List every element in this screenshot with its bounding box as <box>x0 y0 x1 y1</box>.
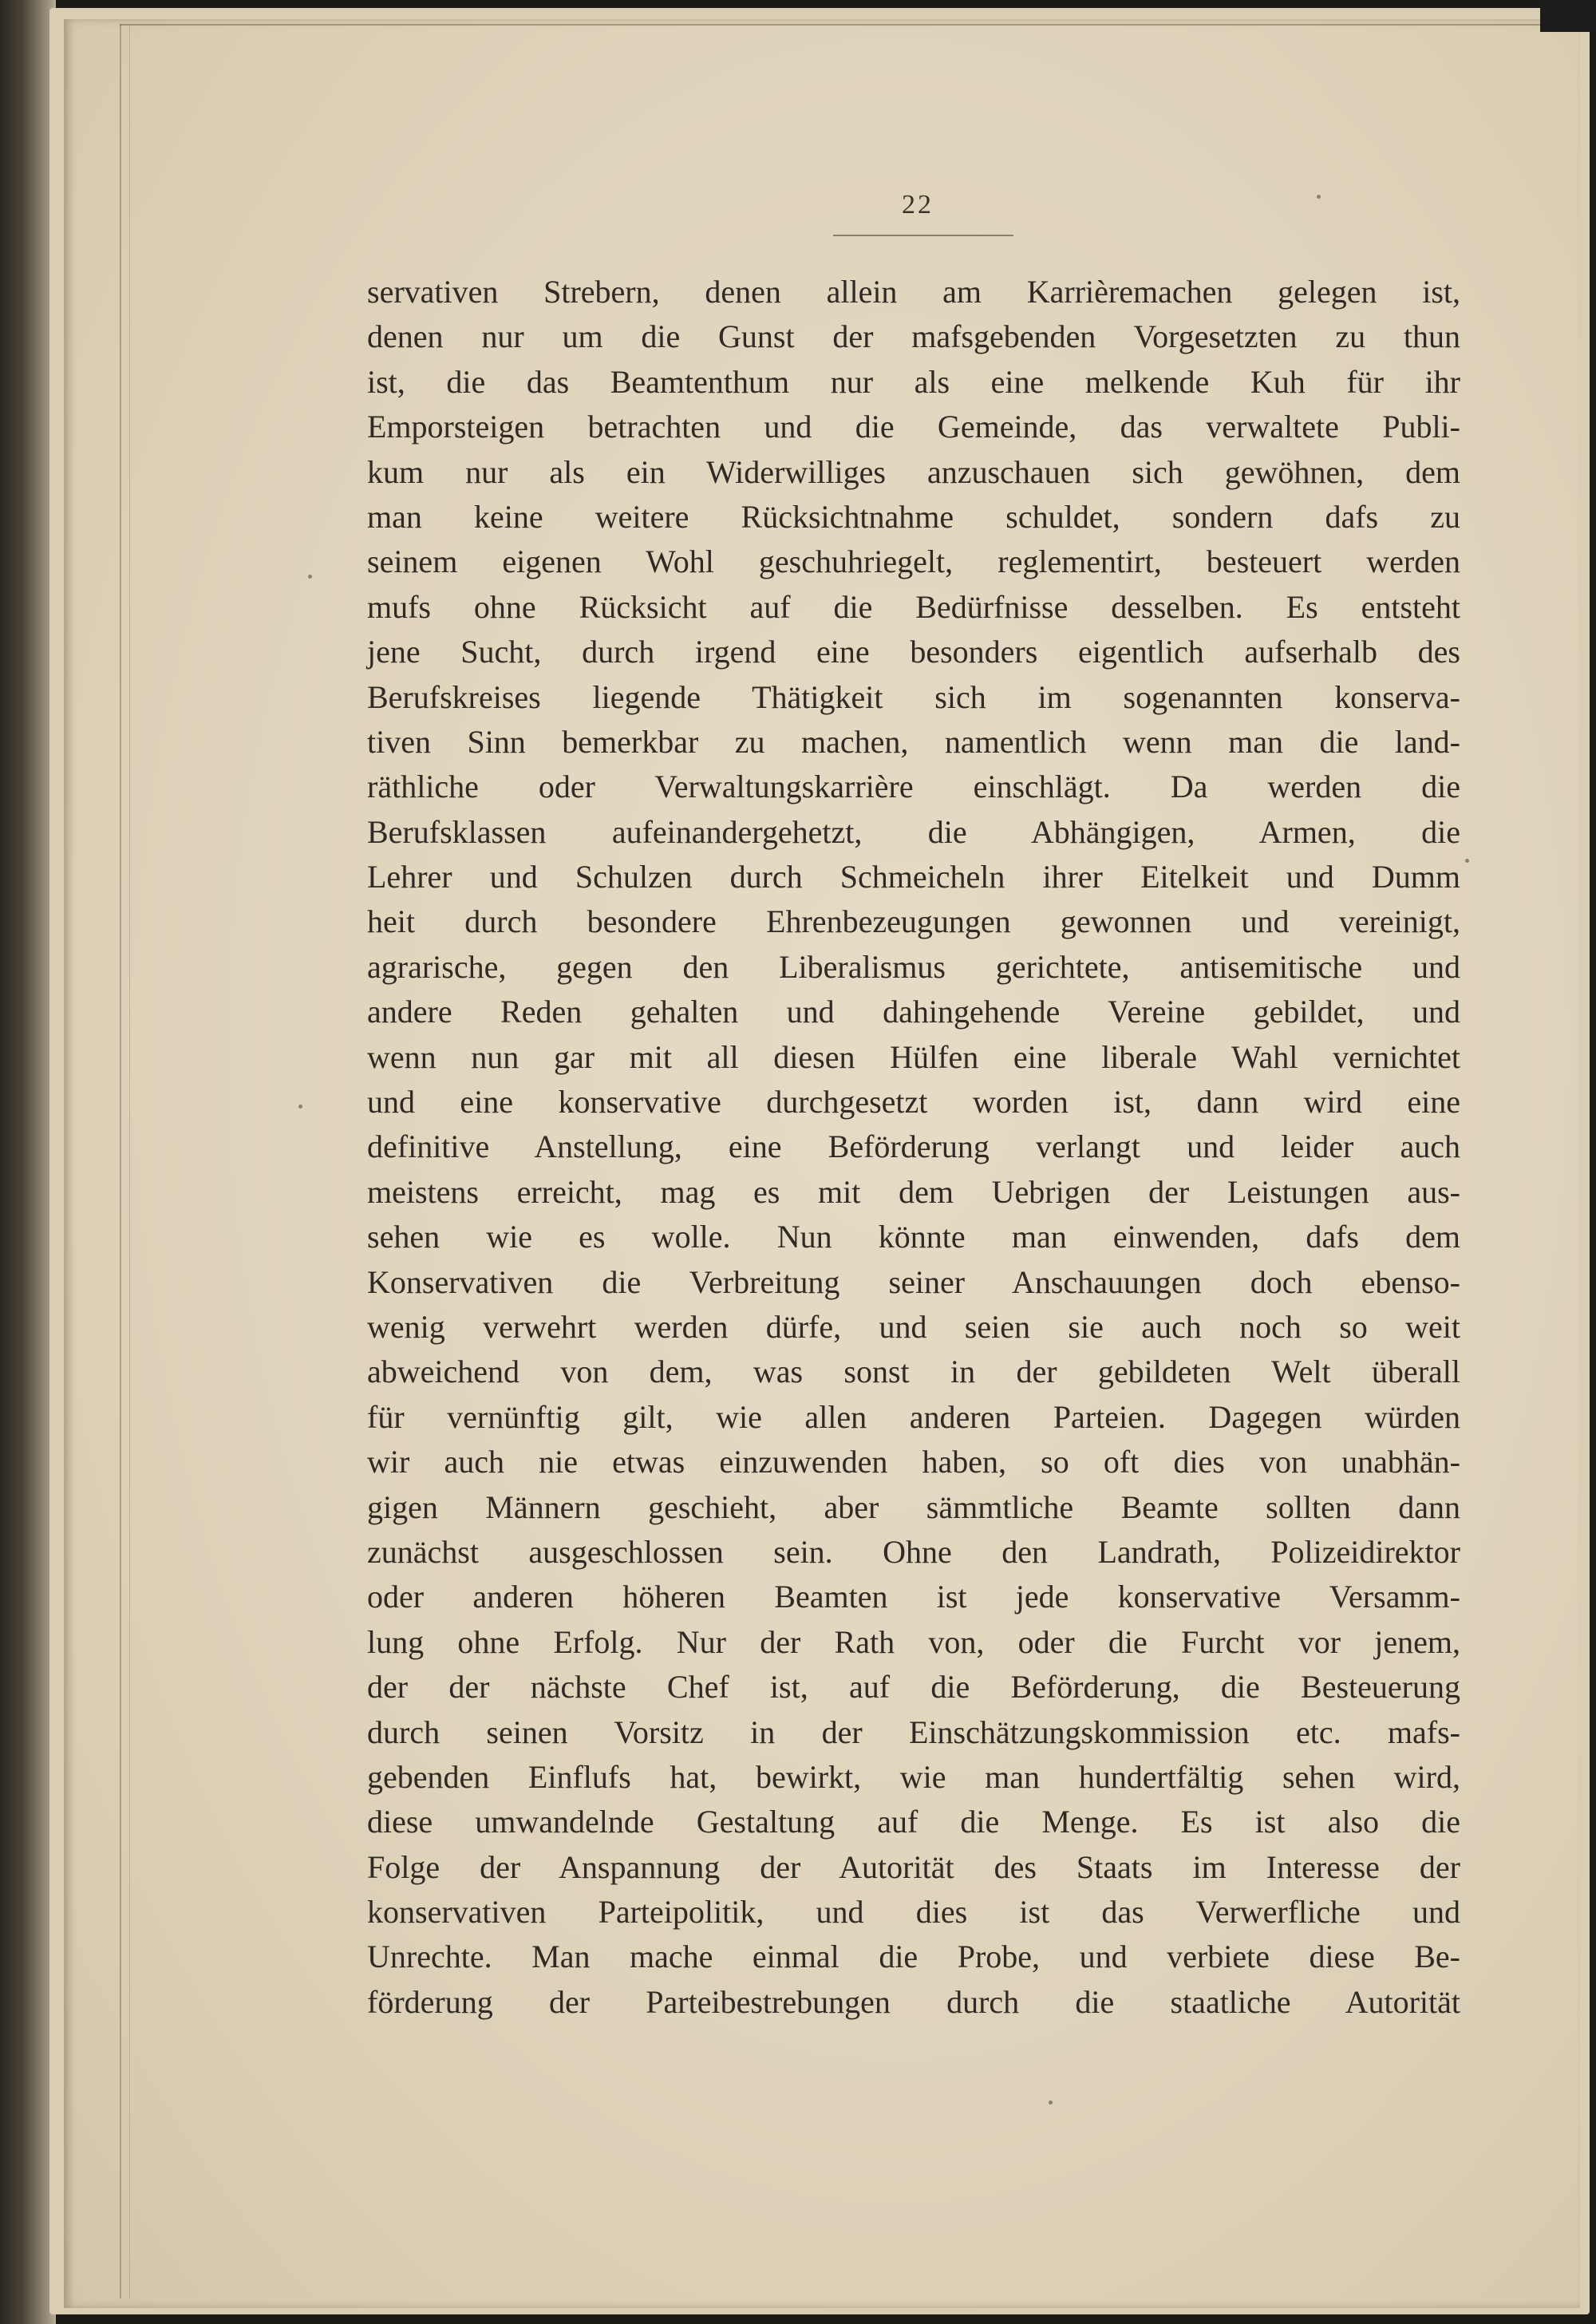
text-line: servativen Strebern, denen allein am Karrièremachen gelegen ist, <box>367 274 1460 310</box>
text-line: Berufsklassen aufeinandergehetzt, die Abhängigen, Armen, die <box>367 813 1460 850</box>
paper-speck <box>1465 859 1469 863</box>
text-line: förderung der Parteibestrebungen durch die staatliche Autorität <box>367 1983 1460 2020</box>
body-text <box>367 270 1460 2025</box>
text-line: ist, die das Beamtenthum nur als eine melkende Kuh für ihr <box>367 363 1460 400</box>
text-line: definitive Anstellung, eine Beförderung verlangt und leider auch <box>367 1128 1460 1165</box>
text-line: meistens erreicht, mag es mit dem Uebrigen der Leistungen aus- <box>367 1173 1460 1210</box>
text-line: Lehrer und Schulzen durch Schmeicheln ihrer Eitelkeit und Dumm <box>367 859 1460 895</box>
text-line: Folge der Anspannung der Autorität des Staats im Interesse der <box>367 1848 1460 1885</box>
text-line: wenn nun gar mit all diesen Hülfen eine liberale Wahl vernichtet <box>367 1038 1460 1075</box>
text-line: Emporsteigen betrachten und die Gemeinde, das verwaltete Publi- <box>367 409 1460 445</box>
text-line: jene Sucht, durch irgend eine besonders eigentlich aufserhalb des <box>367 634 1460 670</box>
text-line: man keine weitere Rücksichtnahme schuldet, sondern dafs zu <box>367 498 1460 535</box>
paper-speck <box>1049 2101 1053 2105</box>
text-line: Berufskreises liegende Thätigkeit sich im sogenannten konserva- <box>367 678 1460 715</box>
text-line: tiven Sinn bemerkbar zu machen, namentlich wenn man die land- <box>367 723 1460 760</box>
text-line: Unrechte. Man mache einmal die Probe, und verbiete diese Be- <box>367 1939 1460 1975</box>
text-line: gigen Männern geschieht, aber sämmtliche Beamte sollten dann <box>367 1488 1460 1525</box>
text-line: heit durch besondere Ehrenbezeugungen gewonnen und vereinigt, <box>367 903 1460 940</box>
text-line: wenig verwehrt werden dürfe, und seien sie auch noch so weit <box>367 1308 1460 1345</box>
text-line: denen nur um die Gunst der mafsgebenden Vorgesetzten zu thun <box>367 318 1460 355</box>
text-line: sehen wie es wolle. Nun könnte man einwenden, dafs dem <box>367 1219 1460 1255</box>
book-binding <box>0 0 56 2324</box>
page-border-line <box>120 24 1572 26</box>
paper-speck <box>308 575 312 579</box>
page-border-line <box>120 24 121 2298</box>
text-line: mufs ohne Rücksicht auf die Bedürfnisse desselben. Es entsteht <box>367 588 1460 625</box>
text-line: kum nur als ein Widerwilliges anzuschauen sich gewöhnen, dem <box>367 453 1460 490</box>
text-line: oder anderen höheren Beamten ist jede konservative Versamm- <box>367 1579 1460 1615</box>
text-line: für vernünftig gilt, wie allen anderen Parteien. Dagegen würden <box>367 1398 1460 1435</box>
text-line: gebenden Einflufs hat, bewirkt, wie man hundertfältig sehen wird, <box>367 1758 1460 1795</box>
page-border-line <box>129 24 130 2298</box>
paper-speck <box>1317 195 1321 199</box>
text-line: agrarische, gegen den Liberalismus gerichtete, antisemitische und <box>367 948 1460 985</box>
paper-speck <box>298 1105 302 1109</box>
text-line: diese umwandelnde Gestaltung auf die Menge. Es ist also die <box>367 1804 1460 1840</box>
text-line: durch seinen Vorsitz in der Einschätzungskommission etc. mafs- <box>367 1713 1460 1750</box>
text-line: und eine konservative durchgesetzt worden ist, dann wird eine <box>367 1084 1460 1120</box>
page-number: 22 <box>902 190 934 219</box>
text-line: seinem eigenen Wohl geschuhriegelt, reglementirt, besteuert werden <box>367 543 1460 580</box>
text-line: der der nächste Chef ist, auf die Beförderung, die Besteuerung <box>367 1669 1460 1705</box>
scan-corner <box>1540 0 1596 32</box>
text-line: zunächst ausgeschlossen sein. Ohne den Landrath, Polizeidirektor <box>367 1533 1460 1570</box>
text-line: konservativen Parteipolitik, und dies ist das Verwerfliche und <box>367 1894 1460 1931</box>
page-number-rule <box>833 235 1013 236</box>
text-line: lung ohne Erfolg. Nur der Rath von, oder die Furcht vor jenem, <box>367 1623 1460 1660</box>
text-line: abweichend von dem, was sonst in der gebildeten Welt überall <box>367 1354 1460 1390</box>
text-line: andere Reden gehalten und dahingehende Vereine gebildet, und <box>367 994 1460 1030</box>
text-line: wir auch nie etwas einzuwenden haben, so oft dies von unabhän- <box>367 1444 1460 1480</box>
text-line: räthliche oder Verwaltungskarrière einschlägt. Da werden die <box>367 769 1460 805</box>
text-line: Konservativen die Verbreitung seiner Anschauungen doch ebenso- <box>367 1263 1460 1300</box>
